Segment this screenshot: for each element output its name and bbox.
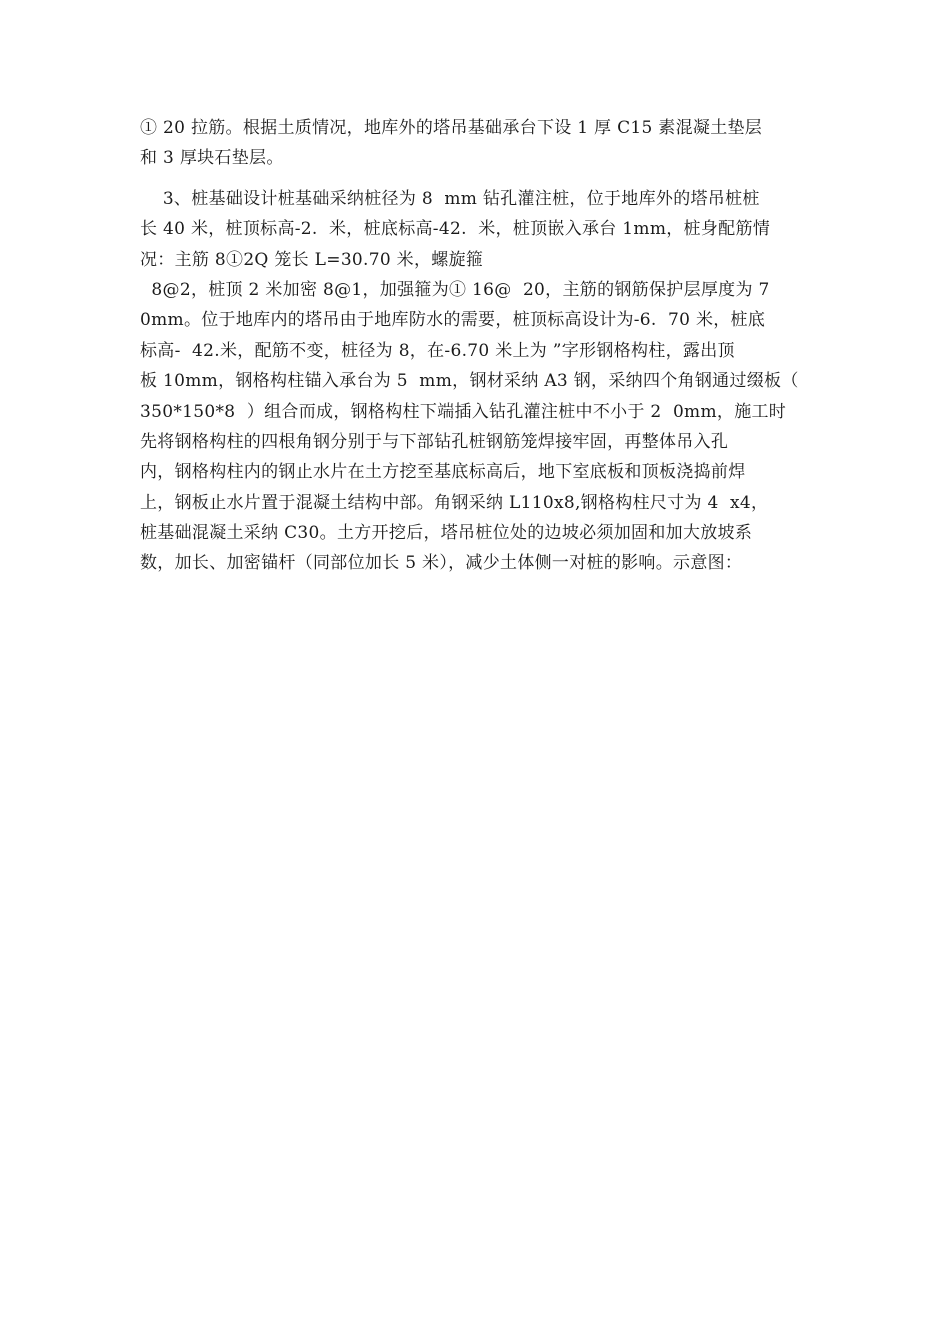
text-line: 桩基础混凝土采纳 C30。土方开挖后，塔吊桩位处的边坡必须加固和加大放坡系 xyxy=(140,523,753,544)
text-line: ① 20 拉筋。根据土质情况，地库外的塔吊基础承台下设 1 厚 C15 素混凝土垫层 xyxy=(140,118,763,138)
text-line: 上，钢板止水片置于混凝土结构中部。角钢采纳 L110x8,钢格构柱尺寸为 4 x4， xyxy=(140,492,769,513)
text-line: 和 3 厚块石垫层。 xyxy=(140,148,284,169)
text-line: 数，加长、加密锚杆（同部位加长 5 米），减少土体侧一对桩的影响。示意图： xyxy=(140,553,743,574)
paragraph-1 xyxy=(140,113,830,174)
text-line: 350*150*8 ）组合而成，钢格构柱下端插入钻孔灌注桩中不小于 2 0mm，施工时 xyxy=(140,401,787,422)
text-line: 0mm。位于地库内的塔吊由于地库防水的需要，桩顶标高设计为-6. 70 米，桩底 xyxy=(140,310,766,331)
text-line: 内，钢格构柱内的钢止水片在土方挖至基底标高后，地下室底板和顶板浇捣前焊 xyxy=(140,462,746,483)
paragraph-spacer xyxy=(140,174,830,184)
text-line: 标高- 42.米，配筋不变，桩径为 8，在-6.70 米上为 ”字形钢格构柱，露出顶 xyxy=(140,340,735,361)
text-line: 长 40 米，桩顶标高-2. 米，桩底标高-42. 米，桩顶嵌入承台 1mm，桩身配筋情 xyxy=(140,219,771,240)
text-line: 板 10mm，钢格构柱锚入承台为 5 mm，钢材采纳 A3 钢，采纳四个角钢通过缀板（ xyxy=(140,371,799,392)
text-line: 3、桩基础设计桩基础采纳桩径为 8 mm 钻孔灌注桩，位于地库外的塔吊桩桩 xyxy=(140,188,760,209)
paragraph-2 xyxy=(140,184,830,579)
text-line: 8@2，桩顶 2 米加密 8@1，加强箍为① 16@ 20，主筋的钢筋保护层厚度为 7 xyxy=(140,279,770,300)
text-line: 况：主筋 8①2Q 笼长 L=30.70 米，螺旋箍 xyxy=(140,249,484,270)
text-line: 先将钢格构柱的四根角钢分别于与下部钻孔桩钢筋笼焊接牢固，再整体吊入孔 xyxy=(140,431,729,452)
body-text xyxy=(140,113,830,579)
